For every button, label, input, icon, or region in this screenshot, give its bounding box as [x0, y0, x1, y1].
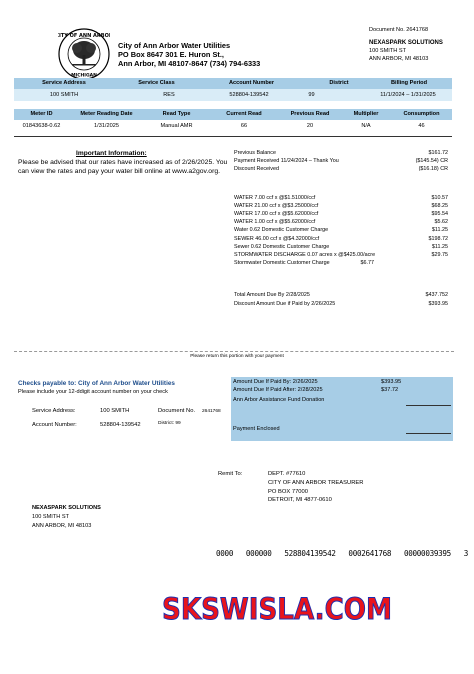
header-billing-period: Billing Period [390, 80, 428, 86]
tear-line [14, 351, 454, 352]
due-after-amount: $37.72 [381, 387, 399, 393]
header-meter-reading-date: Meter Reading Date [80, 111, 133, 117]
header-account-number: Account Number [228, 80, 275, 86]
remit-line4: DETROIT, MI 4877-0610 [268, 497, 332, 503]
remit-label: Remit To: [218, 471, 243, 477]
stormwater-customer-row [234, 259, 374, 267]
discount-received-row [234, 165, 448, 173]
charge-label: WATER 7.00 ccf x @$1.51000/ccf [234, 195, 316, 201]
info-title: Important Information: [76, 150, 147, 157]
charge-amount: $198.72 [428, 235, 448, 242]
charge-label: WATER 21.00 ccf x @$3.25000/ccf [234, 203, 319, 210]
meter-table-header [14, 109, 452, 120]
stub-service-address-label: Service Address: [32, 408, 76, 414]
total-label: Discount Amount Due if Paid by 2/26/2025 [234, 300, 336, 307]
total-amount: $393.95 [428, 300, 448, 307]
charge-label: Sewer 0.62 Domestic Customer Charge [234, 243, 330, 250]
mailing-city: ANN ARBOR, MI 48103 [32, 523, 92, 529]
charge-row [234, 210, 448, 218]
payable-to: Checks payable to: City of Ann Arbor Water Utilities [18, 380, 175, 387]
charge-row [234, 218, 448, 226]
city-seal-logo [58, 28, 110, 80]
assistance-fund-input[interactable] [406, 399, 451, 406]
customer-street-header: 100 SMITH ST [369, 48, 406, 54]
charge-amount: $11.25 [431, 227, 448, 234]
previous-balance-row [234, 149, 448, 157]
account-table-header [14, 78, 452, 89]
meter-table-row [14, 121, 452, 132]
stub-district: District: 99 [158, 421, 181, 426]
seal-text-top: CITY OF ANN ARBOR [58, 33, 110, 39]
balance-label: Discount Received [234, 166, 279, 172]
discount-due-row [234, 300, 448, 308]
ocr-scanline: 0000 000000 528804139542 0002641768 00000039395 3 [216, 549, 469, 558]
payment-enclosed-input[interactable] [406, 427, 451, 434]
meter-id-value: 01843638-0.62 [22, 123, 61, 129]
total-due-row [234, 291, 448, 299]
charge-row [234, 251, 448, 259]
watermark-logo [160, 588, 460, 628]
mailing-street: 100 SMITH ST [32, 514, 69, 520]
charge-label: WATER 17.00 ccf x @$5.62000/ccf [234, 211, 319, 218]
remit-line1: DEPT. #77610 [268, 471, 306, 477]
read-type-value: Manual AMR [160, 123, 193, 129]
balance-amount: ($16.18) CR [418, 166, 448, 172]
seal-text-bottom: MICHIGAN [71, 73, 97, 79]
stub-account-value: 528804-139542 [100, 422, 141, 428]
charge-amount: $11.25 [431, 243, 448, 250]
charge-label: Stormwater Domestic Customer Charge [234, 259, 330, 266]
document-number: Document No. 2641768 [369, 27, 429, 33]
account-instruction: Please include your 12-ddigit account number on your check [18, 389, 168, 395]
total-label: Total Amount Due By 2/28/2025 [234, 292, 310, 298]
charge-label: WATER 1.00 ccf x @$5.62000/ccf [234, 219, 316, 226]
service-class-value: RES [163, 92, 175, 98]
service-address-value: 100 SMITH [49, 92, 79, 98]
charge-row [234, 243, 448, 251]
account-number-value: 528804-139542 [229, 92, 269, 98]
divider [14, 136, 452, 137]
header-previous-read: Previous Read [290, 111, 330, 117]
charge-row [234, 235, 448, 243]
charge-amount: $95.54 [431, 211, 448, 218]
stub-account-label: Account Number: [32, 422, 77, 428]
previous-read-value: 20 [306, 123, 314, 129]
header-multiplier: Multiplier [353, 111, 379, 117]
header-consumption: Consumption [403, 111, 440, 117]
utility-address-line2: Ann Arbor, MI 48107-8647 (734) 794-6333 [118, 59, 261, 68]
utility-address-line1: PO Box 8647 301 E. Huron St., [118, 50, 224, 59]
charge-amount: $68.25 [431, 203, 448, 210]
billing-period-value: 11/1/2024 – 1/31/2025 [380, 92, 436, 98]
charge-amount: $5.62 [434, 219, 448, 226]
return-note: Please return this portion with your payment [190, 354, 284, 359]
payment-received-row [234, 157, 448, 165]
account-table-row [14, 89, 452, 101]
charge-label: STORMWATER DISCHARGE 0.07 acres x @$425.00/acre [234, 251, 376, 258]
utility-name: City of Ann Arbor Water Utilities [118, 41, 231, 50]
meter-reading-date-value: 1/31/2025 [94, 123, 119, 129]
charge-row [234, 202, 448, 210]
remit-line2: CITY OF ANN ARBOR TREASURER [268, 480, 364, 486]
customer-city-header: ANN ARBOR, MI 48103 [369, 56, 429, 62]
stub-document-value: 2641768 [202, 409, 221, 414]
charge-label: SEWER 46.00 ccf x @$4.32000/ccf [234, 235, 320, 242]
header-meter-id: Meter ID [30, 111, 53, 117]
charge-amount: $6.77 [360, 259, 374, 266]
current-read-value: 66 [240, 123, 248, 129]
balance-label: Payment Received 11/24/2024 – Thank You [234, 158, 339, 164]
remit-line3: PO BOX 77000 [268, 489, 308, 495]
charge-row [234, 226, 448, 234]
charge-amount: $10.57 [431, 195, 448, 201]
charge-row [234, 194, 448, 202]
due-after-label: Amount Due If Paid After: 2/28/2025 [233, 387, 323, 393]
header-current-read: Current Read [226, 111, 262, 117]
due-before-label: Amount Due If Paid By: 2/26/2025 [233, 379, 318, 385]
info-body: Please be advised that our rates have increased as of 2/26/2025. You can view the rates and pay your water bill online at www.a2gov.org. [18, 159, 228, 176]
charge-amount: $29.75 [431, 251, 448, 258]
customer-name-header: NEXASPARK SOLUTIONS [369, 40, 443, 46]
district-value: 99 [308, 92, 315, 98]
charge-label: Water 0.62 Domestic Customer Charge [234, 227, 329, 234]
balance-label: Previous Balance [234, 150, 276, 156]
header-read-type: Read Type [162, 111, 191, 117]
payment-enclosed-label: Payment Enclosed [233, 426, 280, 432]
stub-service-address-value: 100 SMITH [100, 408, 130, 414]
header-service-class: Service Class [138, 80, 175, 86]
assistance-fund-label: Ann Arbor Assistance Fund Donation [233, 397, 325, 403]
mailing-name: NEXASPARK SOLUTIONS [32, 505, 101, 511]
payment-box [231, 377, 453, 441]
stub-document-label: Document No. [158, 408, 196, 414]
header-district: District [329, 80, 349, 86]
total-amount: $437.752 [425, 292, 448, 298]
balance-amount: $161.72 [428, 150, 448, 156]
watermark-text: SKSWISLA.COM [162, 592, 392, 626]
multiplier-value: N/A [361, 123, 371, 129]
due-before-amount: $393.95 [381, 379, 402, 385]
consumption-value: 46 [418, 123, 425, 129]
balance-amount: ($145.54) CR [415, 158, 448, 164]
header-service-address: Service Address [42, 80, 86, 86]
